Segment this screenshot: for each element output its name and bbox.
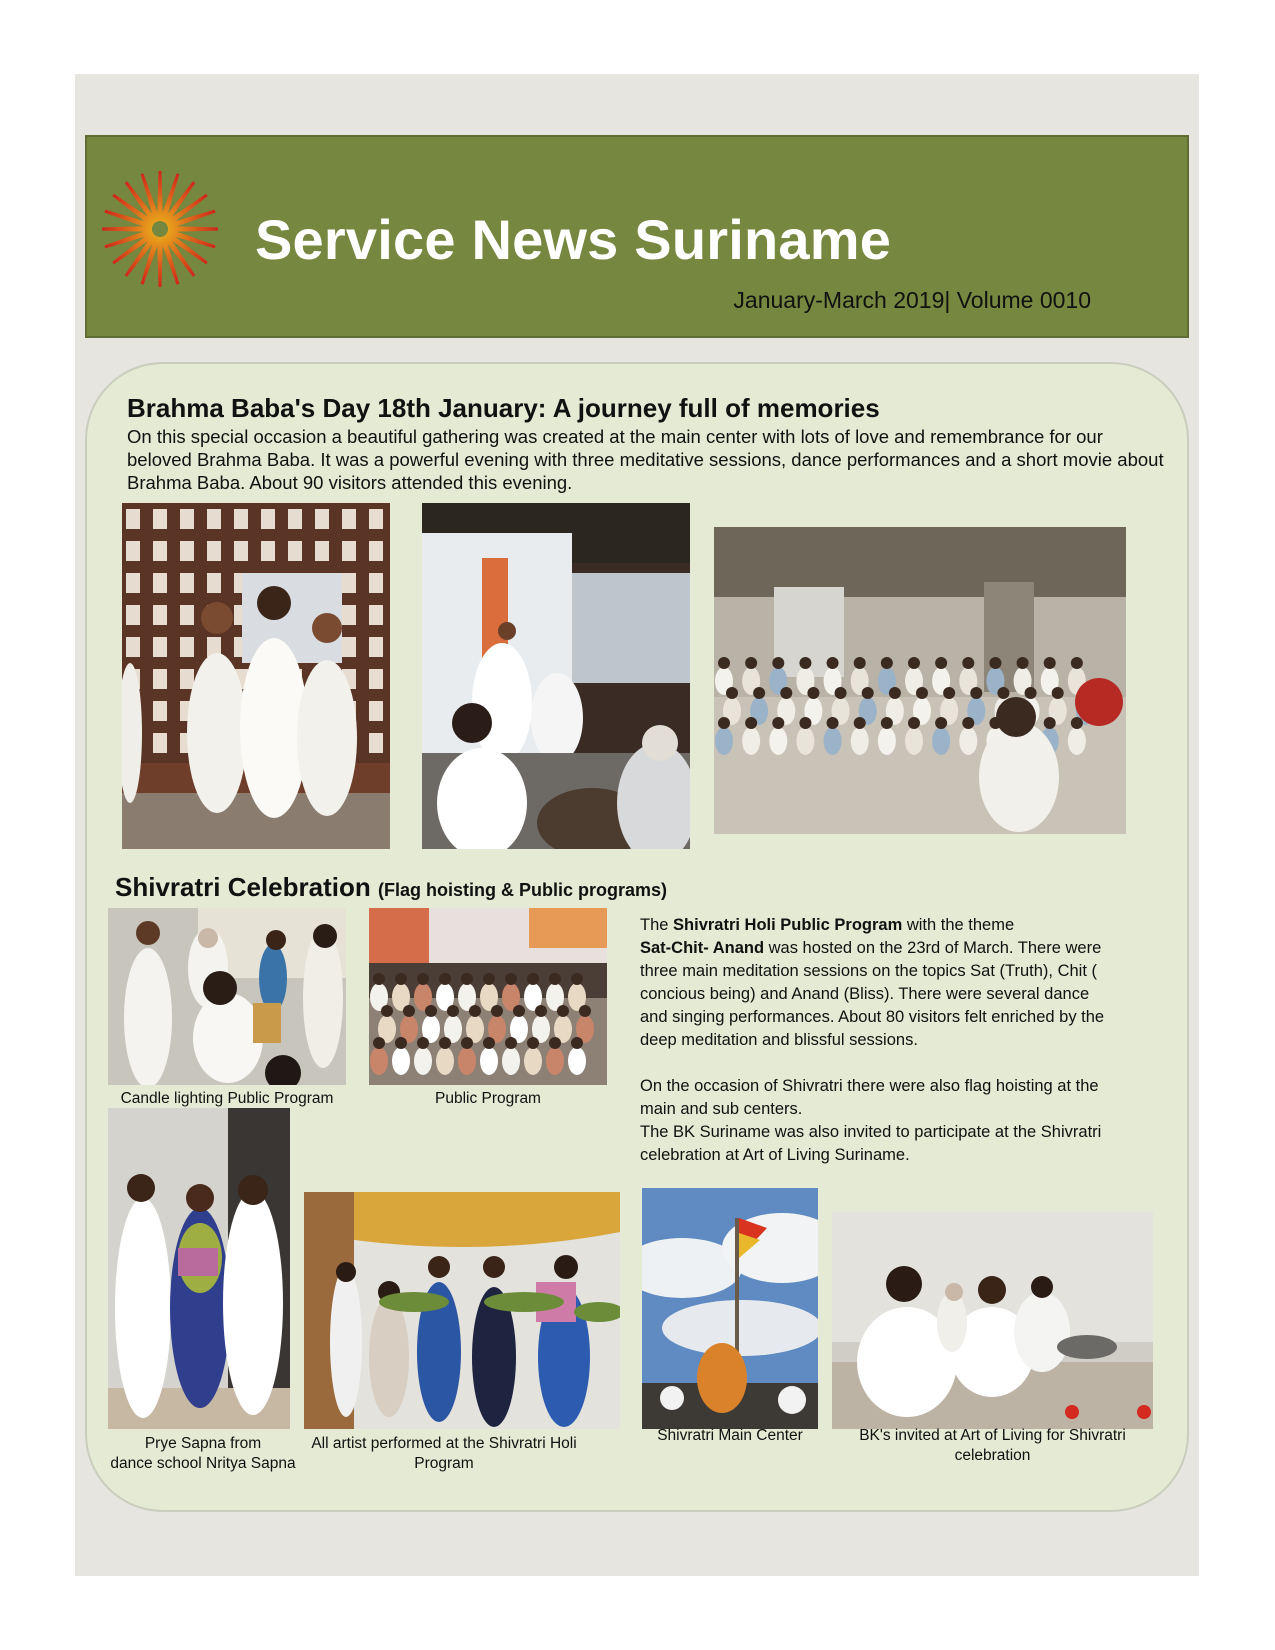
caption-public-program: Public Program	[435, 1090, 541, 1107]
photo-dance-performance	[422, 503, 690, 849]
program-name: Shivratri Holi Public Program	[673, 916, 903, 934]
photo-all-artists	[304, 1192, 620, 1429]
sunburst-logo-icon	[97, 159, 223, 299]
caption-prye-sapna: Prye Sapna from dance school Nritya Sapna	[110, 1435, 296, 1472]
caption-flag-hoisting: Shivratri Main Center	[657, 1427, 803, 1444]
photo-prye-sapna	[108, 1108, 290, 1429]
photo-public-program	[369, 908, 607, 1085]
story-paragraph-2: On the occasion of Shivratri there were also flag hoisting at the main and sub centers.	[640, 1077, 1099, 1118]
caption-all-artists: All artist performed at the Shivratri Holi Program	[311, 1435, 577, 1472]
heading-subtitle: (Flag hoisting & Public programs)	[377, 880, 667, 900]
caption-art-of-living: BK's invited at Art of Living for Shivratri celebration	[859, 1427, 1126, 1464]
theme-name: Sat-Chit- Anand	[640, 939, 765, 957]
photo-candle-lighting	[108, 908, 346, 1085]
photo-flag-hoisting	[642, 1188, 818, 1429]
newsletter-title: Service News Suriname	[255, 208, 892, 271]
shivratri-story	[640, 914, 1110, 1167]
photo-dancers-with-sister	[122, 503, 390, 849]
photo-audience-hall	[714, 527, 1126, 834]
article-body-brahma-baba: On this special occasion a beautiful gathering was created at the main center with lots of love and remembrance for our beloved Brahma Baba. It was a powerful evening with three meditative sessions, dance performances and a short movie about Brahma Baba. About 90 visitors attended this evening.	[127, 426, 1164, 493]
article-heading-shivratri	[115, 872, 667, 903]
article-heading-brahma-baba: Brahma Baba's Day 18th January: A journey full of memories	[127, 393, 880, 423]
photo-art-of-living	[832, 1212, 1153, 1429]
story-paragraph-3: The BK Suriname was also invited to participate at the Shivratri celebration at Art of Living Suriname.	[640, 1123, 1102, 1164]
issue-date-volume: January-March 2019| Volume 0010	[733, 287, 1091, 313]
story-paragraph-1: The Shivratri Holi Public Program with the theme Sat-Chit- Anand was hosted on the 23rd of March. There were three main meditation sessions on the topics Sat (Truth), Chit ( concious being) and Anand (Bliss). There were several dance and singing performances. About 80 visitors felt enriched by the deep meditation and blissful sessions.	[640, 916, 1105, 1049]
heading-text: Shivratri Celebration	[115, 872, 371, 902]
caption-candle-lighting: Candle lighting Public Program	[120, 1090, 334, 1107]
masthead-banner	[85, 135, 1189, 338]
